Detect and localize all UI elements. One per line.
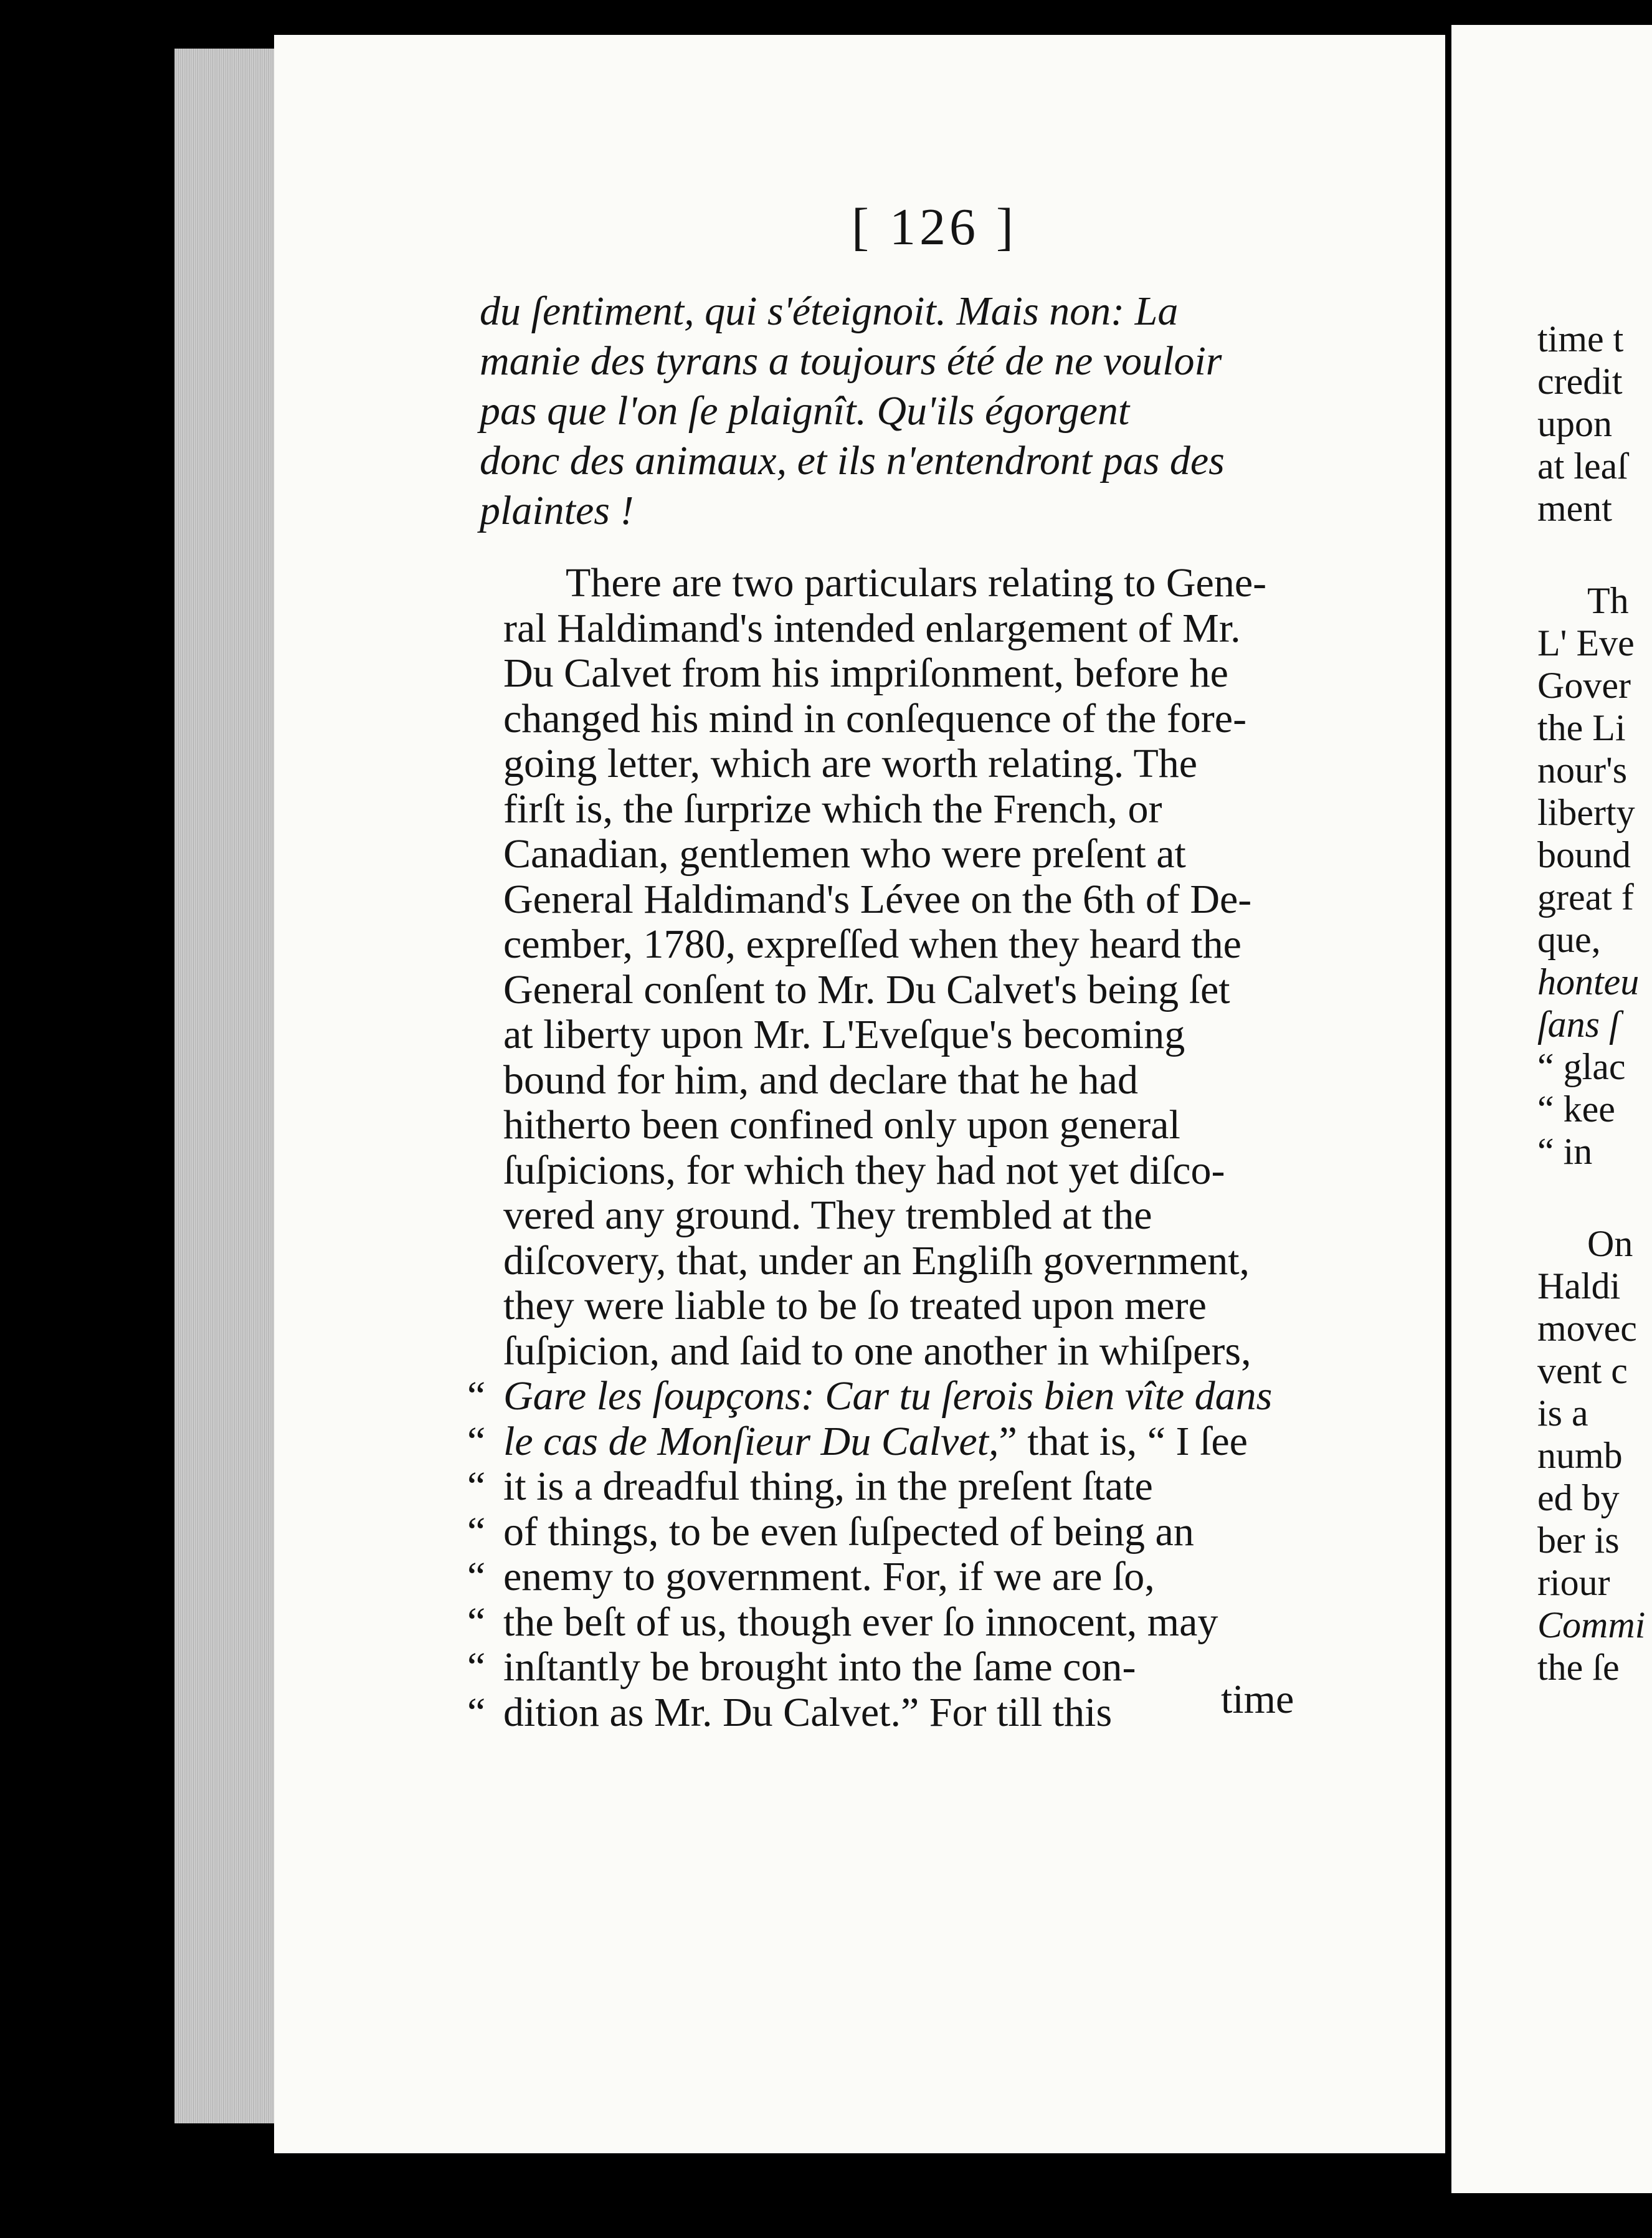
line-text: There are two particulars relating to Gene- <box>566 560 1267 606</box>
body-line <box>467 877 1339 923</box>
facing-line: ſans ſ <box>1537 1004 1620 1045</box>
quote-mark: “ <box>467 1599 486 1645</box>
body-line <box>467 1419 1339 1465</box>
facing-line: honteu <box>1537 961 1640 1002</box>
facing-line: “ kee <box>1537 1088 1615 1130</box>
facing-line: Haldi <box>1537 1265 1621 1307</box>
body-line <box>467 832 1339 877</box>
line-text: hitherto been confined only upon general <box>503 1102 1180 1148</box>
line-text: firſt is, the ſurprize which the French, or <box>503 786 1162 832</box>
facing-line: Gover <box>1537 665 1631 706</box>
quote-mark: “ <box>467 1418 486 1464</box>
facing-line: movec <box>1537 1308 1637 1349</box>
line-text: bound for him, and declare that he had <box>503 1057 1138 1103</box>
quote-mark: “ <box>467 1554 486 1599</box>
french-line: plaintes ! <box>480 488 634 533</box>
body-line <box>467 1103 1339 1148</box>
facing-line: Th <box>1587 580 1629 621</box>
body-line <box>467 1148 1339 1194</box>
body-line <box>467 651 1339 697</box>
facing-line: ed by <box>1537 1477 1620 1518</box>
facing-line: the ſe <box>1537 1647 1620 1688</box>
paragraph-gap <box>1537 1173 1645 1222</box>
line-text: ” that is, “ I ſee <box>999 1418 1248 1464</box>
facing-line: time t <box>1537 318 1624 360</box>
body-line <box>467 922 1339 968</box>
quote-mark: “ <box>467 1644 486 1690</box>
line-text: they were liable to be ſo treated upon mere <box>503 1283 1207 1328</box>
line-text: ral Haldimand's intended enlargement of Mr. <box>503 605 1241 651</box>
italic-phrase: le cas de Monſieur Du Calvet, <box>503 1418 999 1464</box>
body-line <box>467 741 1339 787</box>
body-line <box>467 1645 1339 1690</box>
facing-line: vent c <box>1537 1350 1628 1391</box>
facing-line: at leaſ <box>1537 445 1628 487</box>
facing-line: credit <box>1537 361 1623 402</box>
facing-line: riour <box>1537 1562 1610 1603</box>
line-text: changed his mind in conſequence of the fore- <box>503 695 1247 741</box>
french-line: du ſentiment, qui s'éteignoit. Mais non: La <box>480 288 1179 334</box>
line-text: Canadian, gentlemen who were preſent at <box>503 831 1186 877</box>
body-line <box>467 1510 1339 1555</box>
line-text: General conſent to Mr. Du Calvet's being ſet <box>503 966 1230 1012</box>
body-line <box>467 1600 1339 1645</box>
facing-line: numb <box>1537 1435 1623 1476</box>
line-text: the beſt of us, though ever ſo innocent, may <box>503 1599 1218 1645</box>
page-number: [ 126 ] <box>852 198 1017 256</box>
line-text: it is a dreadful thing, in the preſent ſtate <box>503 1464 1153 1509</box>
body-line <box>467 697 1339 742</box>
facing-line: is a <box>1537 1393 1588 1434</box>
line-text: of things, to be even ſuſpected of being an <box>503 1508 1194 1555</box>
body-paragraph <box>467 561 1339 1735</box>
facing-line: “ in <box>1537 1131 1593 1172</box>
body-line <box>467 787 1339 832</box>
line-text: ſuſpicion, and ſaid to one another in whiſpers, <box>503 1328 1251 1374</box>
facing-line: que, <box>1537 919 1601 960</box>
facing-line: ber is <box>1537 1520 1620 1561</box>
french-quotation <box>480 287 1364 536</box>
facing-line: nour's <box>1537 750 1628 791</box>
line-text: inſtantly be brought into the ſame con- <box>503 1644 1136 1690</box>
body-line <box>467 1193 1339 1239</box>
line-text: at liberty upon Mr. L'Eveſque's becoming <box>503 1012 1185 1057</box>
facing-line: ment <box>1537 488 1612 529</box>
facing-page-text <box>1537 318 1645 1688</box>
facing-line: great f <box>1537 877 1634 918</box>
body-line <box>467 1329 1339 1374</box>
french-line: pas que l'on ſe plaignît. Qu'ils égorgent <box>480 388 1130 434</box>
line-text: dition as Mr. Du Calvet.” For till this <box>503 1689 1113 1735</box>
body-line <box>467 1555 1339 1600</box>
body-line <box>467 606 1339 652</box>
italic-phrase: Gare les ſoupçons: Car tu ſerois bien vîte dans <box>503 1373 1273 1419</box>
line-text: Du Calvet from his impriſonment, before he <box>503 650 1228 696</box>
catchword: time <box>1221 1677 1294 1722</box>
line-text: cember, 1780, expreſſed when they heard the <box>503 921 1241 967</box>
line-text: diſcovery, that, under an Engliſh government, <box>503 1237 1250 1283</box>
quote-mark: “ <box>467 1373 486 1419</box>
line-text: ſuſpicions, for which they had not yet diſco- <box>503 1147 1225 1193</box>
facing-line: liberty <box>1537 792 1635 833</box>
body-line <box>467 968 1339 1013</box>
body-line <box>467 561 1339 606</box>
body-line <box>467 1239 1339 1284</box>
paragraph-gap <box>1537 530 1645 579</box>
page-block-edge <box>174 49 280 2123</box>
line-text: vered any ground. They trembled at the <box>503 1193 1152 1238</box>
french-line: manie des tyrans a toujours été de ne vouloir <box>480 338 1222 384</box>
body-line <box>467 1283 1339 1329</box>
body-line <box>467 1464 1339 1510</box>
facing-line: On <box>1587 1223 1633 1264</box>
line-text: General Haldimand's Lévee on the 6th of De- <box>503 876 1252 922</box>
quote-mark: “ <box>467 1508 486 1555</box>
facing-line: bound <box>1537 834 1631 875</box>
line-text: going letter, which are worth relating. The <box>503 741 1198 786</box>
line-text: enemy to government. For, if we are ſo, <box>503 1554 1155 1599</box>
body-line <box>467 1690 1339 1736</box>
facing-line: upon <box>1537 403 1612 444</box>
facing-line: the Li <box>1537 707 1626 748</box>
french-line: donc des animaux, et ils n'entendront pas des <box>480 438 1225 483</box>
facing-line: Commi <box>1537 1604 1646 1645</box>
body-line <box>467 1374 1339 1419</box>
quote-mark: “ <box>467 1689 486 1735</box>
facing-line: “ glac <box>1537 1046 1626 1087</box>
facing-line: L' Eve <box>1537 622 1635 664</box>
quote-mark: “ <box>467 1464 486 1509</box>
body-line <box>467 1058 1339 1103</box>
body-line <box>467 1012 1339 1058</box>
